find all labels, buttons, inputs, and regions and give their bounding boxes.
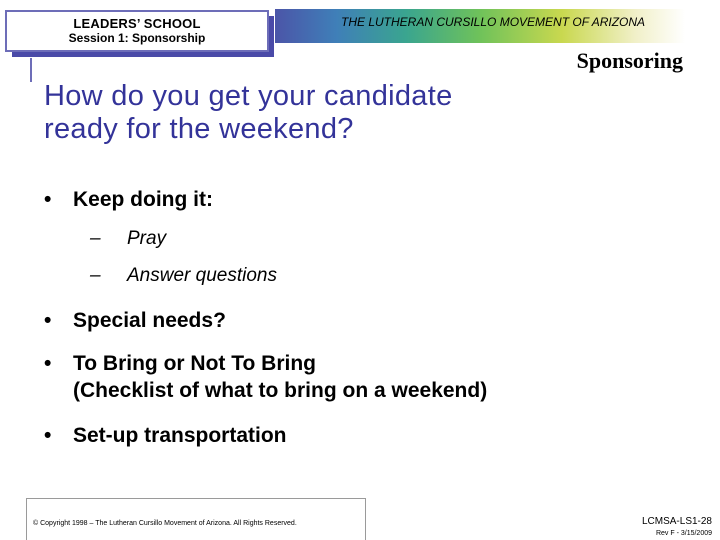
session-label: Session 1: Sponsorship xyxy=(68,31,206,45)
bullet-text-line-1: To Bring or Not To Bring xyxy=(73,352,317,375)
slide-heading xyxy=(44,80,604,146)
school-title-box xyxy=(5,10,269,52)
left-accent-rule xyxy=(30,58,32,82)
slide-id: LCMSA-LS1-28 xyxy=(641,516,712,527)
revision-label: Rev F - 3/15/2009 xyxy=(655,530,712,537)
bullet-text-line-2: (Checklist of what to bring on a weekend) xyxy=(73,379,488,402)
bullet-icon: • xyxy=(44,309,52,332)
bullet-icon: • xyxy=(44,188,52,211)
movement-title: THE LUTHERAN CURSILLO MOVEMENT OF ARIZONA xyxy=(341,15,646,29)
heading-line-1: How do you get your candidate xyxy=(44,80,453,112)
sub-item-text: Pray xyxy=(127,228,167,249)
heading-line-2: ready for the weekend? xyxy=(44,113,354,145)
copyright-notice: © Copyright 1998 – The Lutheran Cursillo Movement of Arizona. All Rights Reserved. xyxy=(33,520,297,527)
section-label: Sponsoring xyxy=(576,48,683,73)
bullet-text xyxy=(73,350,487,404)
bullet-icon: • xyxy=(44,424,52,447)
dash-icon: – xyxy=(90,265,101,286)
bullet-text: Special needs? xyxy=(73,309,226,332)
bullet-icon: • xyxy=(44,352,52,375)
dash-icon: – xyxy=(90,228,101,249)
bullet-text: Set-up transportation xyxy=(73,424,287,447)
bullet-text: Keep doing it: xyxy=(73,188,213,211)
school-title: LEADERS’ SCHOOL xyxy=(73,16,201,31)
sub-item-text: Answer questions xyxy=(127,265,277,286)
